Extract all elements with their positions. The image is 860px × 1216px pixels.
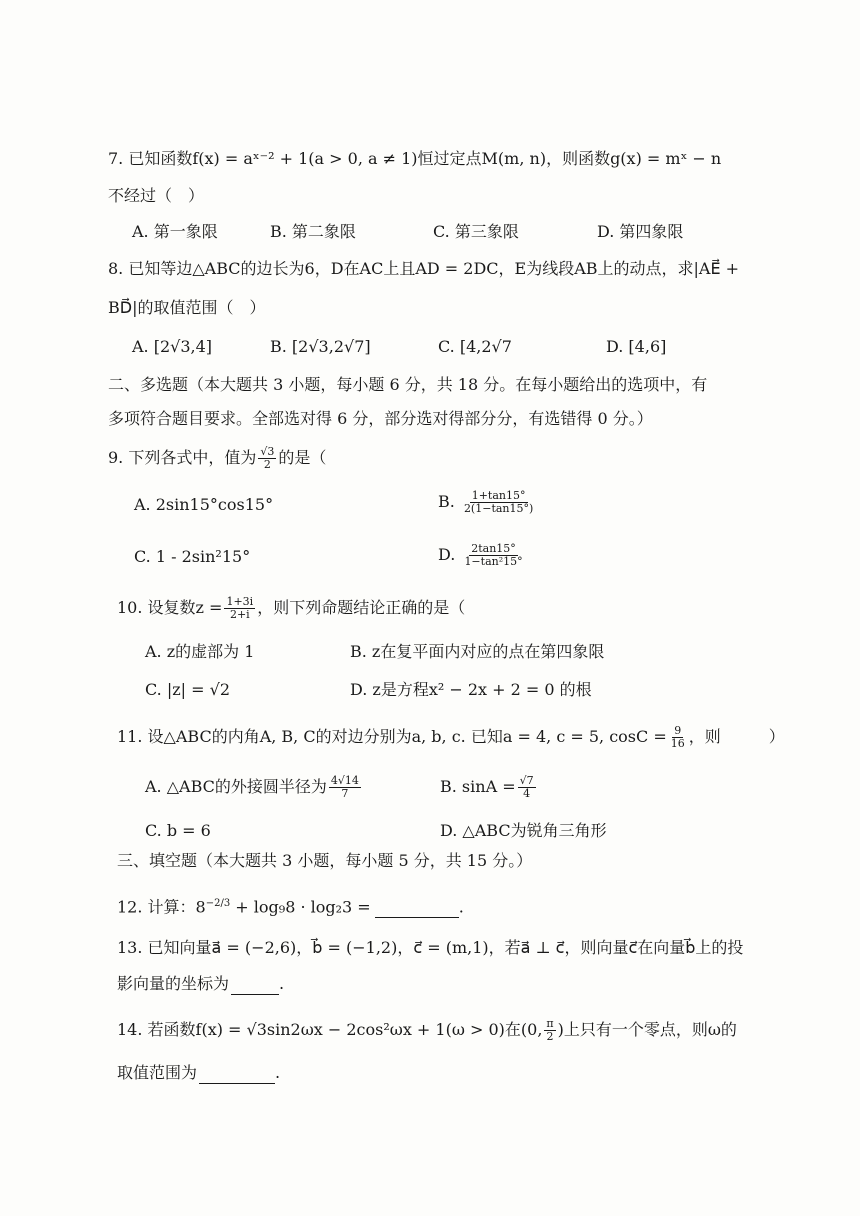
q14-prefix: 14. 若函数f(x) = √3sin2ωx − 2cos²ωx + 1(ω > 0)在(0, bbox=[117, 1020, 543, 1039]
q7-option-d: D. 第四象限 bbox=[597, 222, 684, 241]
q12-prefix: 12. 计算：8 bbox=[117, 897, 206, 917]
q9-option-d-fraction: $\frac{2\tan 15^\circ}{\text{1−tan²15°}}$ bbox=[464, 542, 523, 568]
q11-stem bbox=[117, 725, 785, 750]
q7-stem-cont: 不经过（ ） bbox=[108, 186, 205, 205]
section2-heading: 二、多选题（本大题共 3 小题，每小题 6 分，共 18 分。在每小题给出的选项中，有 bbox=[108, 375, 708, 394]
q11-option-c: C. b = 6 bbox=[145, 821, 211, 840]
q13-answer-blank[interactable] bbox=[231, 978, 279, 995]
q14-stem bbox=[117, 1018, 737, 1043]
q11-option-b-fraction: $\frac{√7}{4}$ bbox=[519, 774, 534, 800]
q8-option-a: A. [2√3,4] bbox=[132, 337, 213, 356]
q9-option-b-label: B. bbox=[438, 492, 455, 511]
q10-prefix: 10. 设复数z = bbox=[117, 598, 223, 617]
q11-option-d: D. △ABC为锐角三角形 bbox=[440, 821, 607, 840]
q9-option-b bbox=[438, 490, 537, 515]
q12-stem bbox=[117, 893, 464, 918]
q8-stem-cont: BD⃗|的取值范围（ ） bbox=[108, 298, 266, 317]
q9-option-d bbox=[438, 543, 527, 568]
q10-option-b: B. z在复平面内对应的点在第四象限 bbox=[350, 642, 605, 661]
q12-rest: + log₉8 · log₂3 = bbox=[230, 897, 371, 917]
q8-option-c: C. [4,2√7 bbox=[438, 337, 512, 356]
q12-answer-blank[interactable] bbox=[375, 901, 459, 918]
q9-option-c: C. 1 - 2sin²15° bbox=[134, 547, 251, 566]
q7-option-c: C. 第三象限 bbox=[433, 222, 519, 241]
q13-stem: 13. 已知向量a⃗ = (−2,6)，b⃗ = (−1,2)，c⃗ = (m,1)，若a⃗ ⊥ c⃗，则向量c⃗在向量b⃗上的投 bbox=[117, 938, 744, 957]
q10-option-a: A. z的虚部为 1 bbox=[145, 642, 255, 661]
q11-option-b bbox=[440, 775, 538, 800]
q10-option-c: C. |z| = √2 bbox=[145, 680, 231, 699]
q10-stem bbox=[117, 596, 465, 621]
q9-option-d-label: D. bbox=[438, 545, 456, 564]
q10-suffix: ，则下列命题结论正确的是（ bbox=[257, 598, 466, 617]
q9-suffix: 的是（ bbox=[278, 448, 327, 467]
q9-prefix: 9. 下列各式中，值为 bbox=[108, 448, 257, 467]
q10-fraction: $\frac{1+3i}{2+i}$ bbox=[226, 595, 254, 621]
section3-heading: 三、填空题（本大题共 3 小题，每小题 5 分，共 15 分。） bbox=[117, 851, 533, 870]
q9-fraction: $\frac{√3}{2}$ bbox=[260, 445, 275, 471]
q11-option-b-prefix: B. sinA = bbox=[440, 777, 516, 796]
q11-suffix: ，则 ） bbox=[688, 727, 785, 746]
q11-prefix: 11. 设△ABC的内角A, B, C的对边分别为a, b, c. 已知a = 4, c = 5, cosC = bbox=[117, 727, 667, 746]
q14-end: . bbox=[275, 1063, 281, 1082]
q12-end: . bbox=[458, 897, 464, 917]
section2-heading-cont: 多项符合题目要求。全部选对得 6 分，部分选对得部分分，有选错得 0 分。） bbox=[108, 409, 653, 428]
q13-line2: 影向量的坐标为 bbox=[117, 974, 230, 993]
q9-option-b-fraction: $\frac{1+\tan 15^\circ}{2(1-\tan 15^\circ)}$ bbox=[463, 489, 534, 515]
q14-suffix: )上只有一个零点，则ω的 bbox=[557, 1020, 737, 1039]
q11-option-a-fraction: $\frac{4√14}{7}$ bbox=[330, 774, 359, 800]
q7-stem: 7. 已知函数f(x) = aˣ⁻² + 1(a > 0, a ≠ 1)恒过定点M(m, n)，则函数g(x) = mˣ − n bbox=[108, 149, 722, 168]
q14-stem-cont bbox=[117, 1062, 280, 1084]
q8-stem: 8. 已知等边△ABC的边长为6，D在AC上且AD = 2DC，E为线段AB上的动点，求|AE⃗ + bbox=[108, 259, 740, 278]
q9-option-a: A. 2sin15°cos15° bbox=[134, 495, 274, 514]
q9-stem bbox=[108, 446, 326, 471]
q7-option-a: A. 第一象限 bbox=[132, 222, 218, 241]
q7-option-b: B. 第二象限 bbox=[270, 222, 356, 241]
q8-option-b: B. [2√3,2√7] bbox=[270, 337, 371, 356]
q12-exponent: −2/3 bbox=[205, 898, 231, 909]
q11-option-a-prefix: A. △ABC的外接圆半径为 bbox=[145, 777, 327, 796]
q11-fraction: $\frac{9}{16}$ bbox=[670, 724, 685, 750]
q13-end: . bbox=[279, 974, 285, 993]
q11-option-a bbox=[145, 775, 363, 800]
q14-line2: 取值范围为 bbox=[117, 1063, 198, 1082]
q14-fraction: $\frac{\pi}{2}$ bbox=[546, 1017, 554, 1043]
q8-option-d: D. [4,6] bbox=[606, 337, 667, 356]
q14-answer-blank[interactable] bbox=[199, 1067, 275, 1084]
q10-option-d: D. z是方程x² − 2x + 2 = 0 的根 bbox=[350, 680, 592, 699]
q13-stem-cont bbox=[117, 973, 284, 995]
